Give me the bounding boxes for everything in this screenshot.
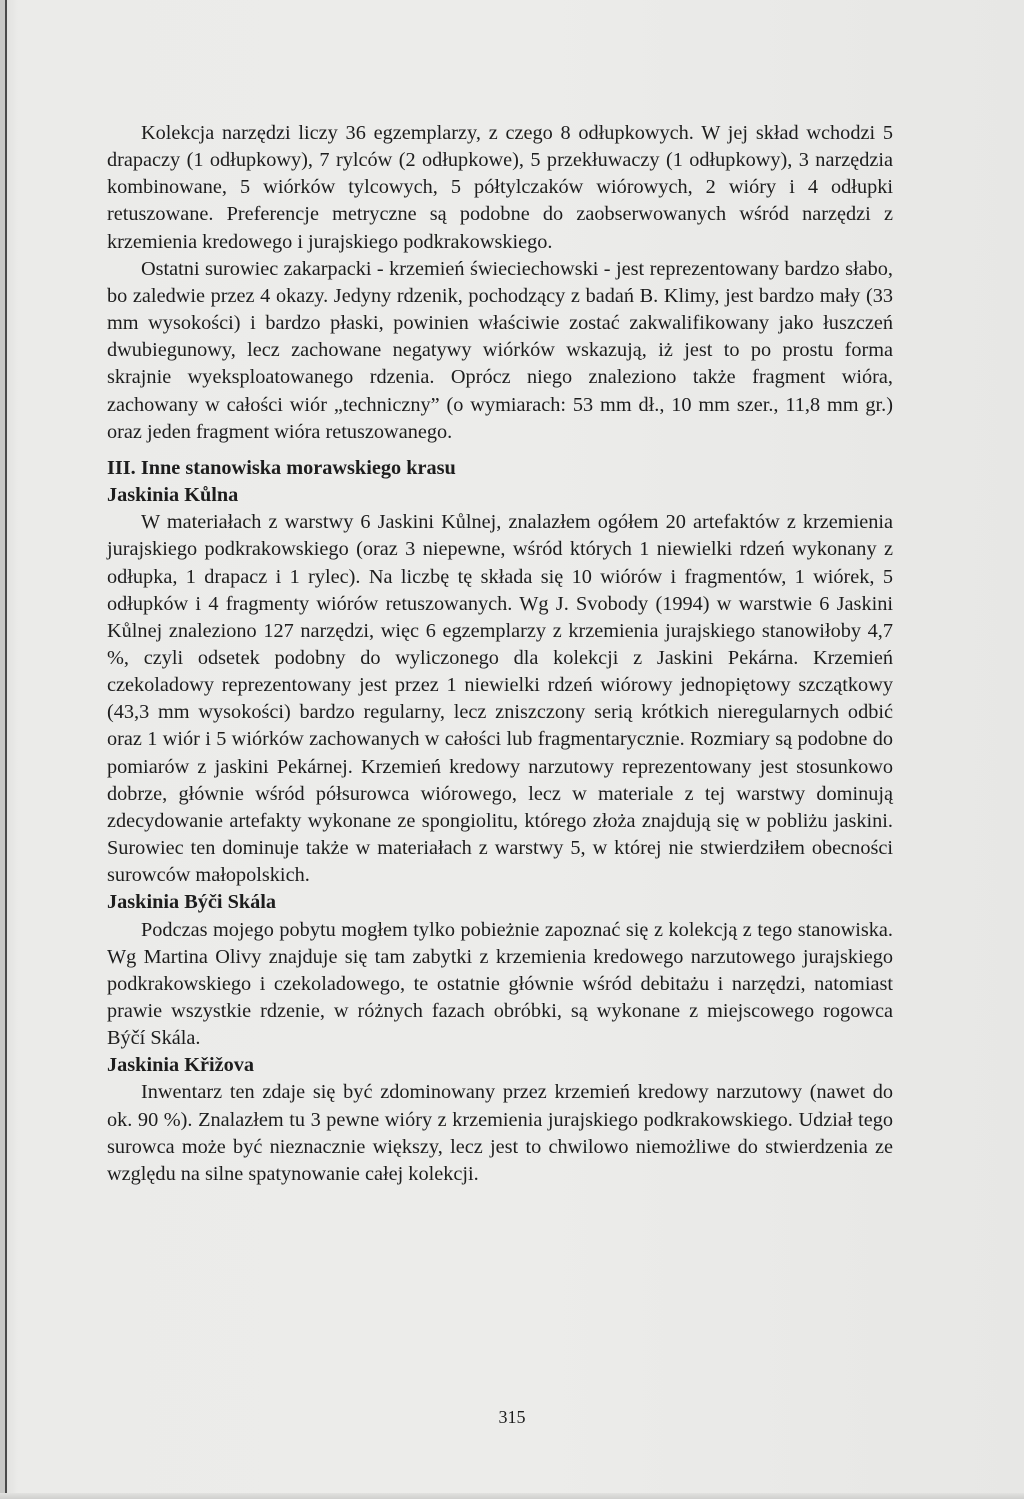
binding-line: [5, 0, 7, 1499]
paragraph-kulna: W materiałach z warstwy 6 Jaskini Kůlnej, znalazłem ogółem 20 artefaktów z krzemienia jurajskiego podkrakowskiego (oraz 3 niepewne, wśród których 1 niewielki rdzeń wykonany z odłupka, 1 drapacz i 1 rylec). Na liczbę tę składa się 10 wiórów i fragmentów, 1 wiórek, 5 odłupków i 4 fragmenty wiórów retuszowanych. Wg J. Svobody (1994) w warstwie 6 Jaskini Kůlnej znaleziono 127 narzędzi, więc 6 egzemplarzy z krzemienia jurajskiego stanowiłoby 4,7 %, czyli odsetek podobny do wyliczonego dla kolekcji z Jaskini Pekárna. Krzemień czekoladowy reprezentowany jest przez 1 niewielki rdzeń wiórowy jednopiętowy szczątkowy (43,3 mm wysokości) bardzo regularny, lecz zniszczony serią krótkich nieregularnych odbić oraz 1 wiór i 5 wiórków zachowanych w całości lub fragmentarycznie. Rozmiary są podobne do pomiarów z jaskini Pekárnej. Krzemień kredowy narzutowy reprezentowany jest stosunkowo dobrze, głównie wśród półsurowca wiórowego, lecz w materiale z tej warstwy dominują zdecydowanie artefakty wykonane ze spongiolitu, którego złoża znajdują się w pobliżu jaskini. Surowiec ten dominuje także w materiałach z warstwy 5, w której nie stwierdziłem obecności surowców małopolskich.: [107, 511, 893, 887]
page-text: [107, 120, 893, 1188]
paragraph-krizova: Inwentarz ten zdaje się być zdominowany przez krzemień kredowy narzutowy (nawet do ok. 90 %). Znalazłem tu 3 pewne wióry z krzemienia jurajskiego podkrakowskiego. Udział tego surowca może być nieznacznie większy, lecz jest to chwilowo niemożliwe do stwierdzenia ze względu na silne spatynowanie całej kolekcji.: [107, 1081, 893, 1185]
paragraph-byci-skala: Podczas mojego pobytu mogłem tylko pobieżnie zapoznać się z kolekcją z tego stanowiska. Wg Martina Olivy znajduje się tam zabytki z krzemienia kredowego narzutowego jurajskiego podkrakowskiego i czekoladowego, te ostatnie głównie wśród debitażu i narzędzi, natomiast prawie wszystkie rdzenie, w różnych fazach obróbki, są wykonane z miejscowego rogowca Býčí Skála.: [107, 918, 893, 1050]
paragraph-swieciechow-flint: Ostatni surowiec zakarpacki - krzemień świeciechowski - jest reprezentowany bardzo słabo, bo zaledwie przez 4 okazy. Jedyny rdzenik, pochodzący z badań B. Klimy, jest bardzo mały (33 mm wysokości) i bardzo płaski, powinien właściwie zostać zakwalifikowany jako łuszczeń dwubiegunowy, lecz zachowane negatywy wiórków wskazują, iż jest to po prostu forma skrajnie wyeksploatowanego rdzenia. Oprócz niego znaleziono także fragment wióra, zachowany w całości wiór „techniczny” (o wymiarach: 53 mm dł., 10 mm szer., 11,8 mm gr.) oraz jeden fragment wióra retuszowanego.: [107, 257, 893, 443]
subheading-kulna: Jaskinia Kůlna: [107, 484, 239, 507]
scan-bottom-edge: [0, 1493, 1024, 1499]
section-heading: III. Inne stanowiska morawskiego krasu: [107, 456, 456, 479]
paragraph-tool-collection: Kolekcja narzędzi liczy 36 egzemplarzy, z czego 8 odłupkowych. W jej skład wchodzi 5 drapaczy (1 odłupkowy), 7 rylców (2 odłupkowe), 5 przekłuwaczy (1 odłupkowy), 3 narzędzia kombinowane, 5 wiórków tylcowych, 5 półtylczaków wiórowych, 2 wióry i 4 odłupki retuszowane. Preferencje metryczne są podobne do zaobserwowanych wśród narzędzi z krzemienia kredowego i jurajskiego podkrakowskiego.: [107, 122, 893, 253]
subheading-krizova: Jaskinia Křižova: [107, 1054, 255, 1077]
page-number: 315: [498, 1407, 526, 1427]
subheading-byci-skala: Jaskinia Býči Skála: [107, 891, 277, 914]
